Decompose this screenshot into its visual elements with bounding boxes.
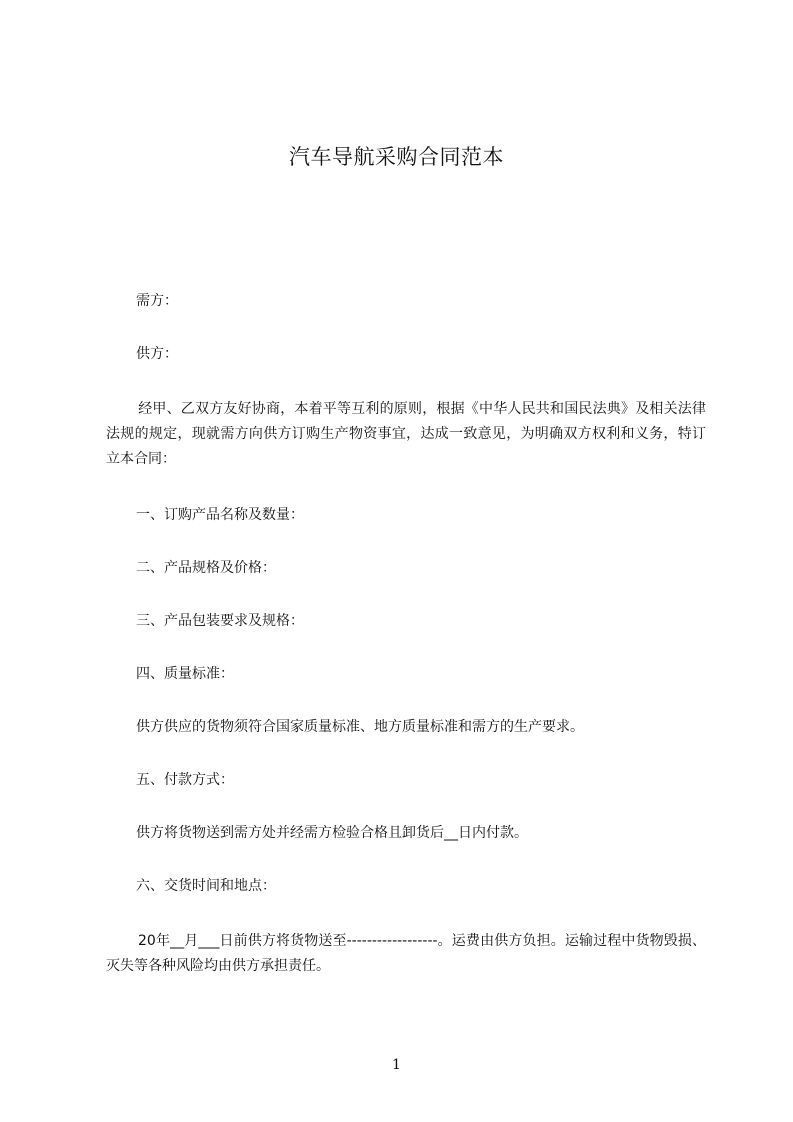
- delivery-text: 20年__月___日前供方将货物送至------------------。运费由供方负担。运输过程中货物毁损、灭失等各种风险均由供方承担责任。: [106, 933, 706, 974]
- supplier-label: 供方：: [136, 346, 178, 362]
- section-heading: 六、交货时间和地点：: [136, 878, 276, 894]
- preamble-text: 经甲、乙双方友好协商，本着平等互利的原则，根据《中华人民共和国民法典》及相关法律法规的规定，现就需方向供方订购生产物资事宜，达成一致意见，为明确双方权利和义务，特订立本合同：: [106, 401, 706, 467]
- section-heading: 一、订购产品名称及数量：: [136, 507, 304, 523]
- preamble-paragraph: [106, 397, 706, 472]
- section-heading: 五、付款方式：: [136, 772, 234, 788]
- section-body: 供方将货物送到需方处并经需方检验合格且卸货后__日内付款。: [136, 825, 528, 841]
- section-body: 供方供应的货物须符合国家质量标准、地方质量标准和需方的生产要求。: [136, 719, 584, 735]
- page-number: 1: [392, 1057, 401, 1073]
- document-title: 汽车导航采购合同范本: [289, 145, 504, 169]
- buyer-label: 需方：: [136, 293, 178, 309]
- delivery-paragraph: [106, 929, 706, 979]
- section-heading: 二、产品规格及价格：: [136, 560, 276, 576]
- section-heading: 三、产品包装要求及规格：: [136, 613, 304, 629]
- section-heading: 四、质量标准：: [136, 666, 234, 682]
